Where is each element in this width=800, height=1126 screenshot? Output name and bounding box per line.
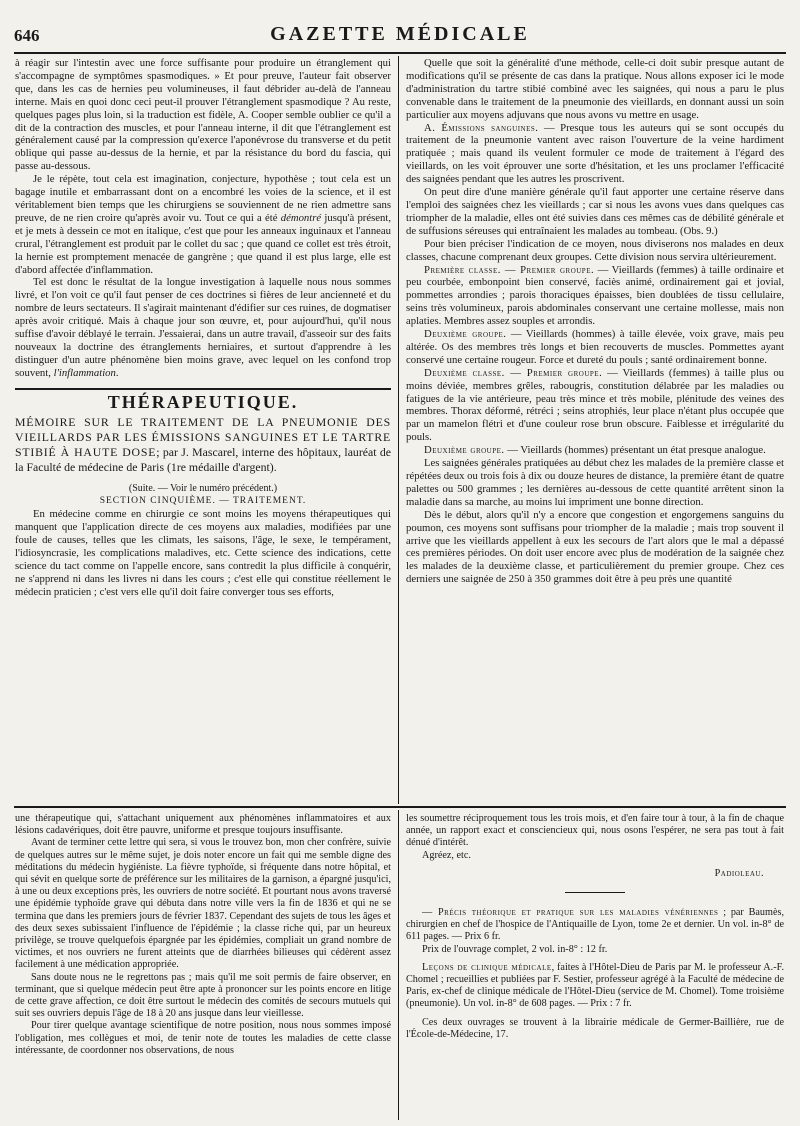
paragraph: En médecine comme en chirurgie ce sont moins les moyens thérapeutiques qui manquent que l'application directe de ces moyens aux maladies, modifiées par une foule de causes, telles que les climats, les saisons, l'âge, le sexe, le tempérament, l'idiosyncrasie, les complications maladives, etc. Cette science des indications, cette science du tact comme on l'appelle encore, sans contredit la plus difficile à conquérir, ne s'apprend ni dans les livres ni dans les cours ; c'est elle qui constitue réellement le médecin praticien ; c'est vers elle qu'il doit faire converger tous ses efforts,	[15, 508, 391, 598]
paragraph: Deuxième classe. — Premier groupe. — Vieillards (femmes) à taille plus ou moins déviée, membres grêles, rabougris, constitution délabrée par les maladies ou fatigues de la vie antérieure, peau très mince et très mobile, plénitude des veines des membres. Thorax déformé, rétréci ; seins atrophiés, leur place n'étant plus occupée que par un mamelon flétri et d'une couleur rose brun obscure. Faiblesse et irrégularité du pouls.	[406, 366, 785, 444]
paragraph: Sans doute nous ne le regrettons pas ; mais qu'il me soit permis de faire observer, en terminant, que si quelque médecin peut être apte à prononcer sur les points encore en litige de cette grave affection, ce doit être surtout le médecin des comités de secours mutuels qui suit ses ouvriers depuis l'âge de 18 à 20 ans jusque dans leur vieillesse.	[15, 971, 391, 1020]
section-title: THÉRAPEUTIQUE.	[107, 391, 299, 412]
paragraph: Dès le début, alors qu'il n'y a encore que congestion et engorgemens sanguins du poumon, ces moyens sont suffisans pour triompher de la maladie ; mais trop souvent il arrive que les vieillards appellent à eux les secours de l'art alors que le mal a dépassé ces premières périodes. On doit user encore avec plus de modération de la saignée chez les malades de la deuxième classe, et particulièrement du premier groupe. Chez ces derniers une saignée de 250 à 350 grammes doit être à peu près une quantité	[406, 508, 784, 586]
paragraph: A. Émissions sanguines. — Presque tous les auteurs qui se sont occupés du traitement de la pneumonie vantent avec raison l'ouverture de la veine hardiment pratiquée ; mais quand ils veulent formuler ce mode de traitement à l'égard des vieillards, on les voit éprouver une sorte d'hésitation, et les uns proclamer l'efficacité des saignées pendant que les autres les proscrivent.	[406, 121, 784, 186]
column-divider-bottom	[398, 810, 399, 1120]
paragraph: Avant de terminer cette lettre qui sera, si vous le trouvez bon, mon cher confrère, suivie de quelques autres sur le même sujet, je dois noter encore un fait qui me semble digne des méditations du médecin hygiéniste. La fièvre typhoïde, si fréquente dans notre hôpital, et qui sévit en quelque sorte de préférence sur les militaires de la garnison, a épargné jusqu'ici, à une ou deux exceptions près, les ouvriers de notre société. Et pourtant nous avons traversé une épidémie typhoïde grave qui débuta dans notre ville vers la fin de 1836 et qui ne se termina que dans les premiers jours de février 1837. Cependant des sujets de tous les âges et des deux sexes subissaient l'influence de l'épidémie ; la classe riche qui, par un heureux privilège, se trouve quelquefois épargnée par les épidémies, compliait un grand nombre de victimes, et nos ouvriers ne furent atteints que de diarrhées bilieuses qui cédèrent assez facilement à une médication appropriée.	[15, 837, 391, 971]
column-divider-top	[398, 56, 399, 804]
paragraph: Deuxième groupe. — Vieillards (hommes) à taille élevée, voix grave, mais peu altérée. Os des membres très longs et bien recouverts de muscles. Pommettes ayant conservé une certaine rougeur. Force et dureté du pouls ; santé ordinairement bonne.	[406, 328, 784, 366]
continuation-note: (Suite. — Voir le numéro précédent.)	[128, 482, 278, 494]
divider	[565, 892, 625, 893]
paragraph: une thérapeutique qui, s'attachant uniquement aux phénomènes inflammatoires et aux lésions cadavériques, doit être pauvre, uniforme et presque toujours insuffisante.	[15, 813, 391, 837]
section-rule	[15, 388, 391, 390]
paragraph: Je le répète, tout cela est imagination, conjecture, hypothèse ; tout cela est un bagage inutile et embarrassant dont on a encombré les voies de la science, et il est véritablement bien temps que les chirurgiens se souviennent de ne rien admettre sans preuve, de ne rien croire qu'après avoir vu. Tout ce qui a été démontré jusqu'à présent, et je mets à dessein ce mot en italique, c'est que pour les anneaux inguinaux et l'anneau crural, l'étranglement est produit par le collet du sac ; que quand ce collet est très étroit, la hernie est promptement menacée de gangrène ; que quand il est plus large, elle est d'abord affectée d'inflammation.	[15, 173, 391, 276]
bookseller-note: Ces deux ouvrages se trouvent à la librairie médicale de Germer-Baillière, rue de l'École-de-Médecine, 17.	[406, 1016, 784, 1040]
header-rule	[14, 52, 786, 54]
paragraph: On peut dire d'une manière générale qu'il faut apporter une certaine réserve dans l'emploi des saignées chez les vieillards ; car si nous les avons vues dans quelques cas triompher de la maladie, elles ont été suivies dans ces mêmes cas de débilité générale et de suffusions séreuses qui entraînaient les malades au tombeau. (Obs. 9.)	[406, 186, 784, 237]
page-number: 646	[14, 26, 40, 45]
signature: Padioleau.	[714, 867, 764, 879]
article-column-right	[406, 57, 784, 586]
paragraph: Les saignées générales pratiquées au début chez les malades de la première classe et répétées deux ou trois fois à dix ou douze heures de distance, la première étant de quatre palettes ou 500 grammes ; les dernières au-dessous de cette quantité arrêtent sinon la maladie dans sa marche, au moins lui impriment une bonne direction.	[406, 457, 784, 508]
paragraph: Pour bien préciser l'indication de ce moyen, nous diviserons nos malades en deux classes, chacune comprenant deux groupes. Cette division nous servira ultérieurement.	[406, 237, 784, 263]
journal-title: GAZETTE MÉDICALE	[270, 23, 530, 45]
paragraph: Pour tirer quelque avantage scientifique de notre position, nous nous sommes imposé l'obligation, mes collègues et moi, de tenir note de toutes les maladies de cette classe intéressante, de coordonner nos observations, de nous	[15, 1020, 391, 1056]
paragraph: Deuxième groupe. — Vieillards (hommes) présentant un état presque analogue.	[424, 444, 766, 457]
paragraph: à réagir sur l'intestin avec une force suffisante pour produire un étranglement qui s'accompagne de symptômes spasmodiques. » Et pour preuve, l'auteur fait observer que, dans les cas de hernies peu volumineuses, il faut débrider au-delà de l'anneau interne. Mais en quoi donc ceci peut-il prouver l'étranglement spasmodique ? Au reste, quelques pages plus loin, si la traduction est fidèle, A. Cooper semble oublier ce qu'il a dit de la contraction des muscles, et pour l'anneau interne, il dit que l'étranglement est généralement causé par la compression qu'exerce l'aponévrose du transverse et du petit oblique qui passe au-dessus de la hernie, et par la résistance du bord du fascia, qui passe au-dessous.	[15, 57, 391, 173]
paragraph: Première classe. — Premier groupe. — Vieillards (femmes) à taille ordinaire et peu courbée, embonpoint bien conservé, faciès animé, ordinairement gai et jovial, pommettes arrondies ; parois thoraciques épaisses, bien doublées de tissu cellulaire, seins très volumineux, parois abdominales conservant une certaine mollesse, mais non aplaties. Membres assez souples et arrondis.	[406, 263, 784, 328]
paragraph: les soumettre réciproquement tous les trois mois, et d'en faire tour à tour, à la fin de chaque année, un rapport exact et consciencieux qui, nous osons l'espérer, ne sera pas tout à fait dénué d'intérêt.	[406, 813, 784, 849]
book-notice: Leçons de clinique médicale, faites à l'Hôtel-Dieu de Paris par M. le professeur A.-F. Chomel ; recueillies et publiées par F. Sestier, professeur agrégé à la Faculté de médecine de Paris, ex-chef de clinique médicale de l'Hôtel-Dieu (service de M. Chomel). Tome troisième (pneumonie). Un vol. in-8° de 608 pages. — Prix : 7 fr.	[406, 961, 784, 1010]
feuilleton-left	[15, 813, 391, 1057]
closing: Agréez, etc.	[422, 849, 471, 861]
article-column-left	[15, 57, 391, 599]
feuilleton-right	[406, 813, 784, 1041]
footnote-rule	[14, 806, 786, 808]
memoir-title: MÉMOIRE SUR LE TRAITEMENT DE LA PNEUMONIE DES VIEILLARDS PAR LES ÉMISSIONS SANGUINES ET LE TARTRE STIBIÉ À HAUTE DOSE; par J. Mascarel, interne des hôpitaux, lauréat de la Faculté de médecine de Paris (1re médaille d'argent).	[15, 414, 391, 474]
paragraph: Quelle que soit la généralité d'une méthode, celle-ci doit subir presque autant de modifications qu'il se présente de cas dans la pratique. Nous allons exposer ici le mode d'administration du tartre stibié combiné avec les saignées, qui nous a paru le plus convenable dans le traitement de la pneumonie des vieillards, en donnant aussi un soin particulier aux moyens adjuvans que nous avons vu mettre en usage.	[406, 57, 784, 121]
book-price: Prix de l'ouvrage complet, 2 vol. in-8° : 12 fr.	[422, 943, 608, 955]
paragraph: Tel est donc le résultat de la longue investigation à laquelle nous nous sommes livré, et l'on voit ce qu'il faut penser de ces doctrines si fières de leur ancienneté et du nombre de leurs sectateurs. Il s'agirait maintenant d'édifier sur ces ruines, de dogmatiser après avoir critiqué. Mais à chaque jour son œuvre, et, pour aujourd'hui, qu'il nous suffise d'avoir déblayé le terrain. J'essaierai, dans un autre travail, d'asseoir sur des faits nouveaux la doctrine des étranglements herniaires, et surtout d'apprendre à les distinguer d'un autre phénomène bien moins grave, avec lequel on les confond trop souvent, l'inflammation.	[15, 276, 392, 379]
subsection-heading: SECTION CINQUIÈME. — TRAITEMENT.	[99, 496, 307, 507]
book-notice: — Précis théorique et pratique sur les maladies vénériennes ; par Baumès, chirurgien en chef de l'hospice de l'Antiquaille de Lyon, tome 2e et dernier. Un vol. in-8° de 611 pages. — Prix 6 fr.	[406, 907, 784, 943]
